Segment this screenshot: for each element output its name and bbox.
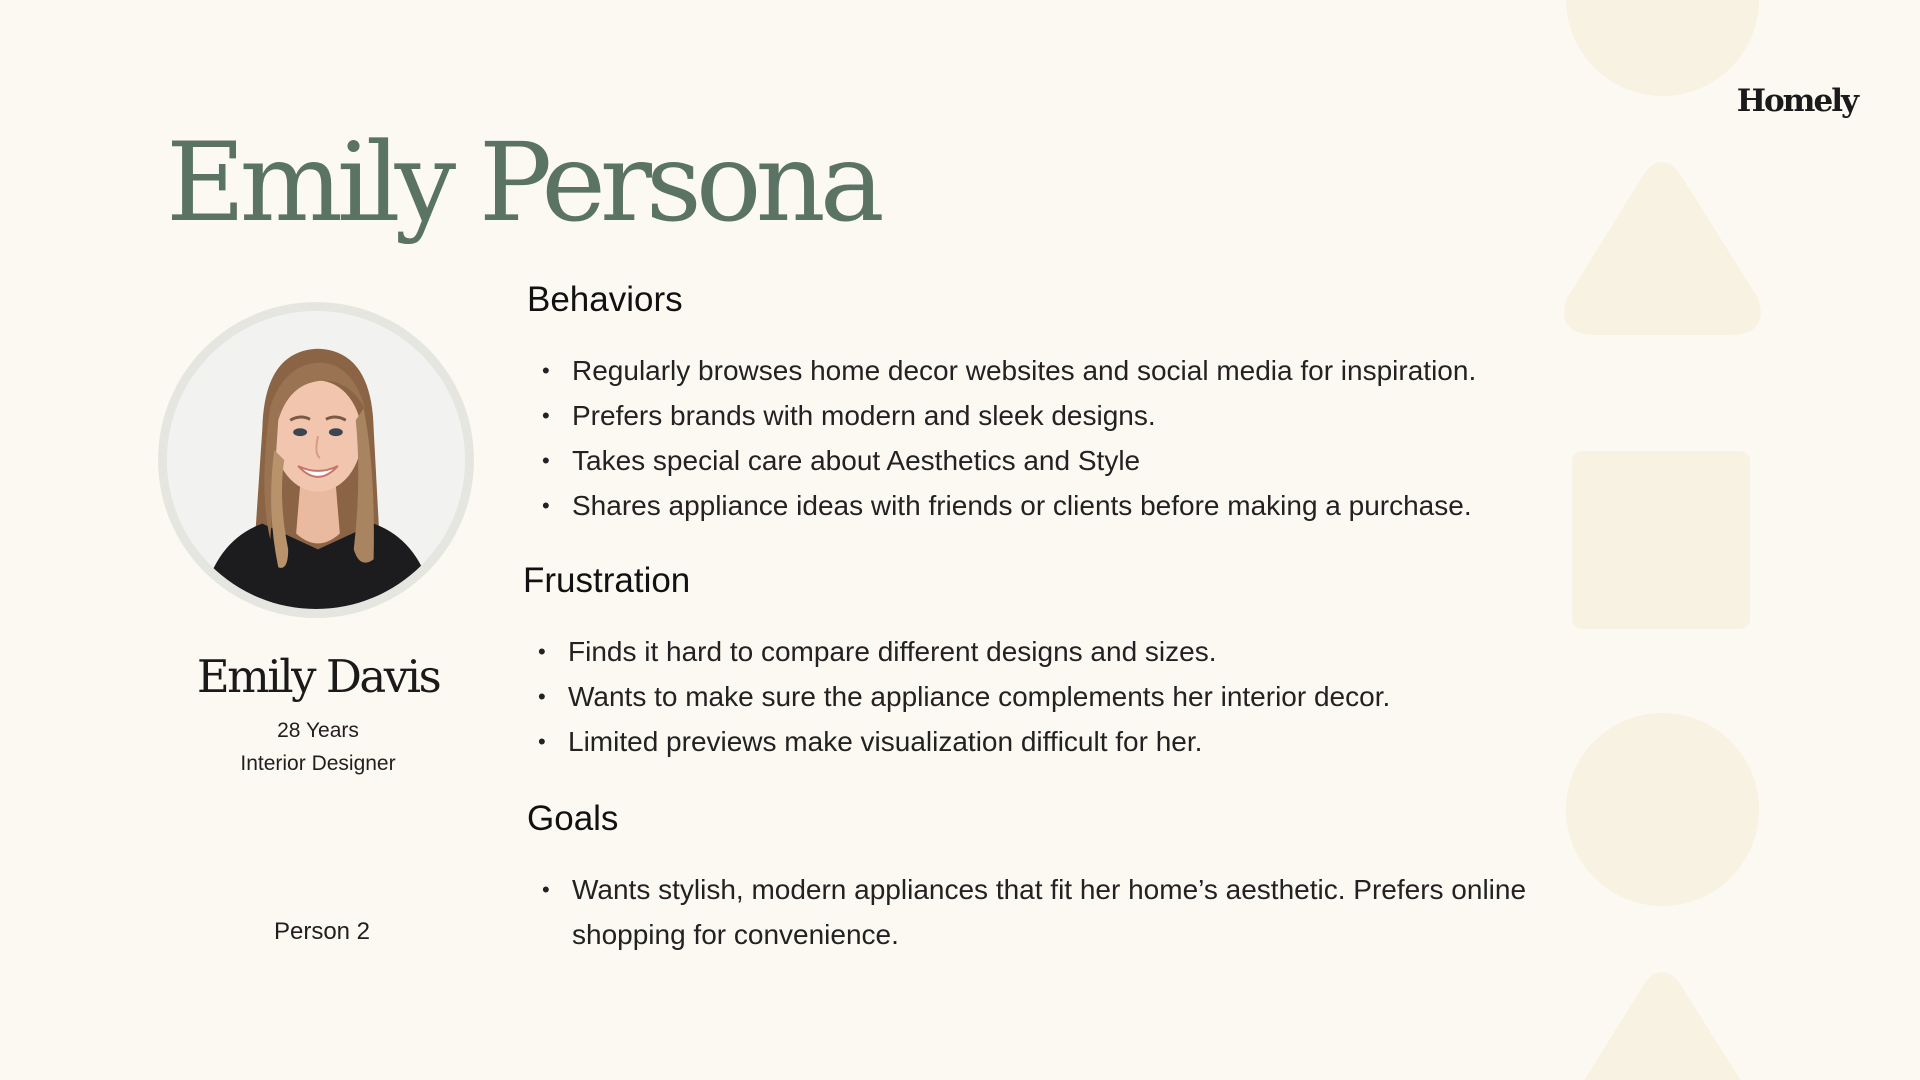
bullet-dot-icon: • [538, 729, 546, 754]
bullet-dot-icon: • [542, 877, 550, 902]
decor-circle-top [1566, 0, 1759, 96]
goals-heading: Goals [527, 799, 619, 838]
portrait-illustration [167, 311, 465, 609]
frustration-list [523, 629, 1623, 764]
bullet-dot-icon: • [542, 448, 550, 473]
frustration-section [523, 563, 1623, 764]
bullet-dot-icon: • [542, 493, 550, 518]
brand-logo: Homely [1736, 83, 1857, 119]
list-item-text: Finds it hard to compare different designs and sizes. [568, 636, 1217, 667]
behaviors-list [527, 348, 1627, 528]
list-item [523, 674, 1623, 719]
persona-occupation: Interior Designer [240, 752, 396, 775]
frustration-heading: Frustration [523, 561, 691, 600]
avatar [158, 302, 474, 618]
bullet-dot-icon: • [538, 684, 546, 709]
goals-section [527, 801, 1647, 957]
decor-triangle-bottom [1560, 968, 1765, 1080]
list-item-text: Limited previews make visualization difficult for her. [568, 726, 1203, 757]
list-item [527, 393, 1627, 438]
list-item [523, 629, 1623, 674]
bullet-dot-icon: • [542, 403, 550, 428]
list-item [527, 483, 1627, 528]
persona-name: Emily Davis [196, 650, 440, 703]
persona-label: Person 2 [273, 918, 371, 945]
list-item-text: Shares appliance ideas with friends or clients before making a purchase. [572, 490, 1472, 521]
bullet-dot-icon: • [542, 358, 550, 383]
list-item-text: Wants to make sure the appliance complements her interior decor. [568, 681, 1391, 712]
bullet-dot-icon: • [538, 639, 546, 664]
persona-age: 28 Years [277, 719, 359, 742]
list-item [523, 719, 1623, 764]
page-title: Emily Persona [166, 119, 879, 246]
list-item-text: Wants stylish, modern appliances that fit her home’s aesthetic. Prefers online shopping for convenience. [572, 874, 1527, 950]
goals-list [527, 867, 1647, 957]
behaviors-heading: Behaviors [527, 280, 683, 319]
list-item-text: Prefers brands with modern and sleek designs. [572, 400, 1156, 431]
list-item-text: Takes special care about Aesthetics and Style [572, 445, 1141, 476]
list-item [527, 867, 1612, 957]
list-item [527, 438, 1627, 483]
list-item-text: Regularly browses home decor websites and social media for inspiration. [572, 355, 1477, 386]
list-item [527, 348, 1627, 393]
behaviors-section [527, 282, 1627, 528]
avatar-photo [167, 311, 465, 609]
